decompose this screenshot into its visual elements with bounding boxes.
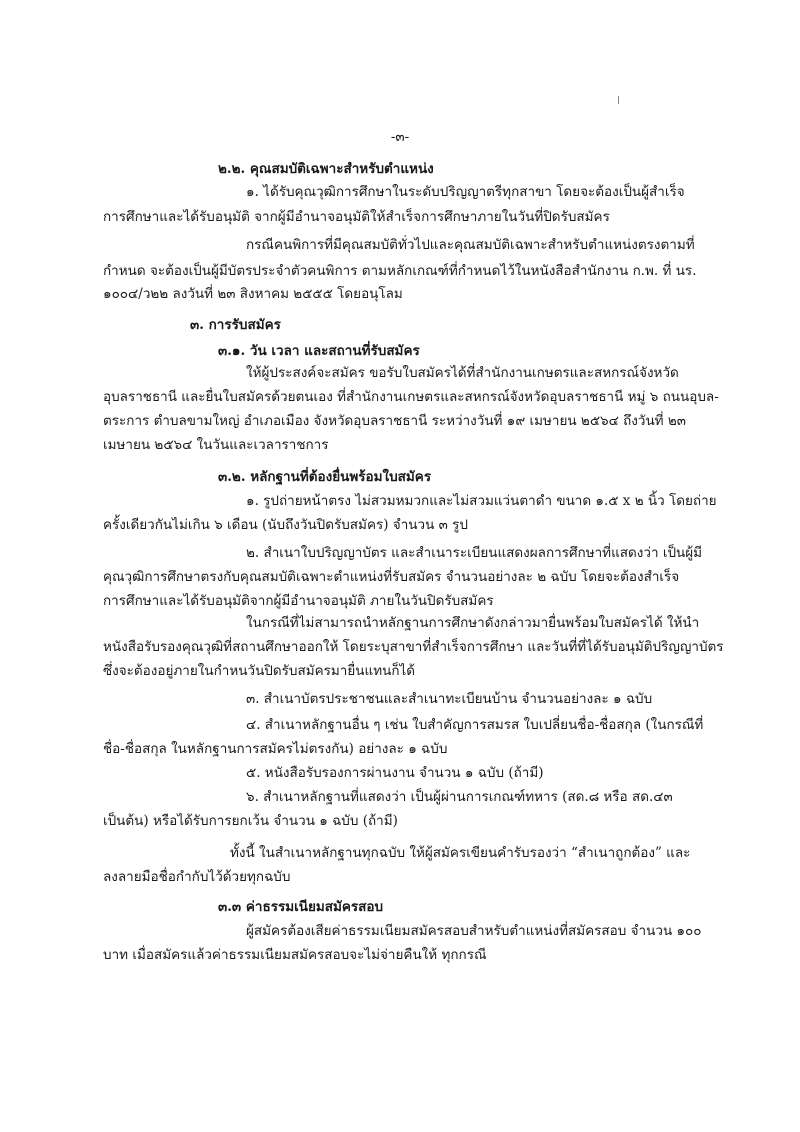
paragraph-line: ในกรณีที่ไม่สามารถนำหลักฐานการศึกษาดังกล่าวมายื่นพร้อมใบสมัครได้ ให้นำ <box>246 615 700 631</box>
paragraph-line: ชื่อ-ชื่อสกุล ในหลักฐานการสมัครไม่ตรงกัน) อย่างละ ๑ ฉบับ <box>103 741 448 757</box>
page-number: -๓- <box>390 129 410 145</box>
paragraph-line: หนังสือรับรองคุณวุฒิที่สถานศึกษาออกให้ โดยระบุสาขาที่สำเร็จการศึกษา และวันที่ที่ได้รับอนุมัติปริญญาบัตร <box>103 639 724 655</box>
paragraph-line: ๑. ได้รับคุณวุฒิการศึกษาในระดับปริญญาตรีทุกสาขา โดยจะต้องเป็นผู้สำเร็จ <box>246 184 685 200</box>
paragraph-line: ๓. สำเนาบัตรประชาชนและสำเนาทะเบียนบ้าน จำนวนอย่างละ ๑ ฉบับ <box>246 691 653 707</box>
heading-3-3: ๓.๓ ค่าธรรมเนียมสมัครสอบ <box>218 899 384 915</box>
paragraph-line: เมษายน ๒๕๖๔ ในวันและเวลาราชการ <box>103 437 329 453</box>
paragraph-line: ตระการ ตำบลขามใหญ่ อำเภอเมือง จังหวัดอุบลราชธานี ระหว่างวันที่ ๑๙ เมษายน ๒๕๖๔ ถึงวันที่ ๒๓ <box>103 413 687 429</box>
heading-2-2: ๒.๒. คุณสมบัติเฉพาะสำหรับตำแหน่ง <box>218 161 434 177</box>
paragraph-line: ๖. สำเนาหลักฐานที่แสดงว่า เป็นผู้ผ่านการเกณฑ์ทหาร (สด.๘ หรือ สด.๔๓ <box>246 789 673 805</box>
paragraph-line: อุบลราชธานี และยื่นใบสมัครด้วยตนเอง ที่สำนักงานเกษตรและสหกรณ์จังหวัดอุบลราชธานี หมู่ ๖ ถนนอุบล- <box>103 389 719 405</box>
paragraph-line: ทั้งนี้ ในสำเนาหลักฐานทุกฉบับ ให้ผู้สมัครเขียนคำรับรองว่า “สำเนาถูกต้อง” และ <box>230 845 691 861</box>
paragraph-line: คุณวุฒิการศึกษาตรงกับคุณสมบัติเฉพาะตำแหน่งที่รับสมัคร จำนวนอย่างละ ๒ ฉบับ โดยจะต้องสำเร็จ <box>103 569 680 585</box>
heading-3-2: ๓.๒. หลักฐานที่ต้องยื่นพร้อมใบสมัคร <box>218 469 432 485</box>
paragraph-line: กรณีคนพิการที่มีคุณสมบัติทั่วไปและคุณสมบัติเฉพาะสำหรับตำแหน่งตรงตามที่ <box>246 237 695 253</box>
paragraph-line: ลงลายมือชื่อกำกับไว้ด้วยทุกฉบับ <box>103 869 291 885</box>
paragraph-line: ครั้งเดียวกันไม่เกิน ๖ เดือน (นับถึงวันปิดรับสมัคร) จำนวน ๓ รูป <box>103 517 468 533</box>
paragraph-line: เป็นต้น) หรือได้รับการยกเว้น จำนวน ๑ ฉบับ (ถ้ามี) <box>103 813 398 829</box>
paragraph-line: การศึกษาและได้รับอนุมัติจากผู้มีอำนาจอนุมัติ ภายในวันปิดรับสมัคร <box>103 593 494 609</box>
paragraph-line: การศึกษาและได้รับอนุมัติ จากผู้มีอำนาจอนุมัติให้สำเร็จการศึกษาภายในวันที่ปิดรับสมัคร <box>103 209 610 225</box>
paragraph-line: ๒. สำเนาใบปริญญาบัตร และสำเนาระเบียนแสดงผลการศึกษาที่แสดงว่า เป็นผู้มี <box>246 545 703 561</box>
paragraph-line: ซึ่งจะต้องอยู่ภายในกำหนวันปิดรับสมัครมายื่นแทนก็ได้ <box>103 663 416 679</box>
heading-3-1: ๓.๑. วัน เวลา และสถานที่รับสมัคร <box>218 343 420 359</box>
paragraph-line: ๑. รูปถ่ายหน้าตรง ไม่สวมหมวกและไม่สวมแว่นตาดำ ขนาด ๑.๕ x ๒ นิ้ว โดยถ่าย <box>246 493 717 509</box>
paragraph-line: ๔. สำเนาหลักฐานอื่น ๆ เช่น ใบสำคัญการสมรส ใบเปลี่ยนชื่อ-ชื่อสกุล (ในกรณีที่ <box>246 717 704 733</box>
paragraph-line: ๕. หนังสือรับรองการผ่านงาน จำนวน ๑ ฉบับ (ถ้ามี) <box>246 765 544 781</box>
heading-3: ๓. การรับสมัคร <box>190 317 281 333</box>
paragraph-line: ๑๐๐๔/ว๒๒ ลงวันที่ ๒๓ สิงหาคม ๒๕๕๕ โดยอนุโลม <box>103 286 403 302</box>
paragraph-line: กำหนด จะต้องเป็นผู้มีบัตรประจำตัวคนพิการ ตามหลักเกณฑ์ที่กำหนดไว้ในหนังสือสำนักงาน ก.พ. ที่ นร. <box>103 263 697 279</box>
paragraph-line: ให้ผู้ประสงค์จะสมัคร ขอรับใบสมัครได้ที่สำนักงานเกษตรและสหกรณ์จังหวัด <box>246 365 679 381</box>
paragraph-line: บาท เมื่อสมัครแล้วค่าธรรมเนียมสมัครสอบจะไม่จ่ายคืนให้ ทุกกรณี <box>103 947 487 963</box>
scan-speck <box>618 96 619 104</box>
paragraph-line: ผู้สมัครต้องเสียค่าธรรมเนียมสมัครสอบสำหรับตำแหน่งที่สมัครสอบ จำนวน ๑๐๐ <box>246 923 702 939</box>
